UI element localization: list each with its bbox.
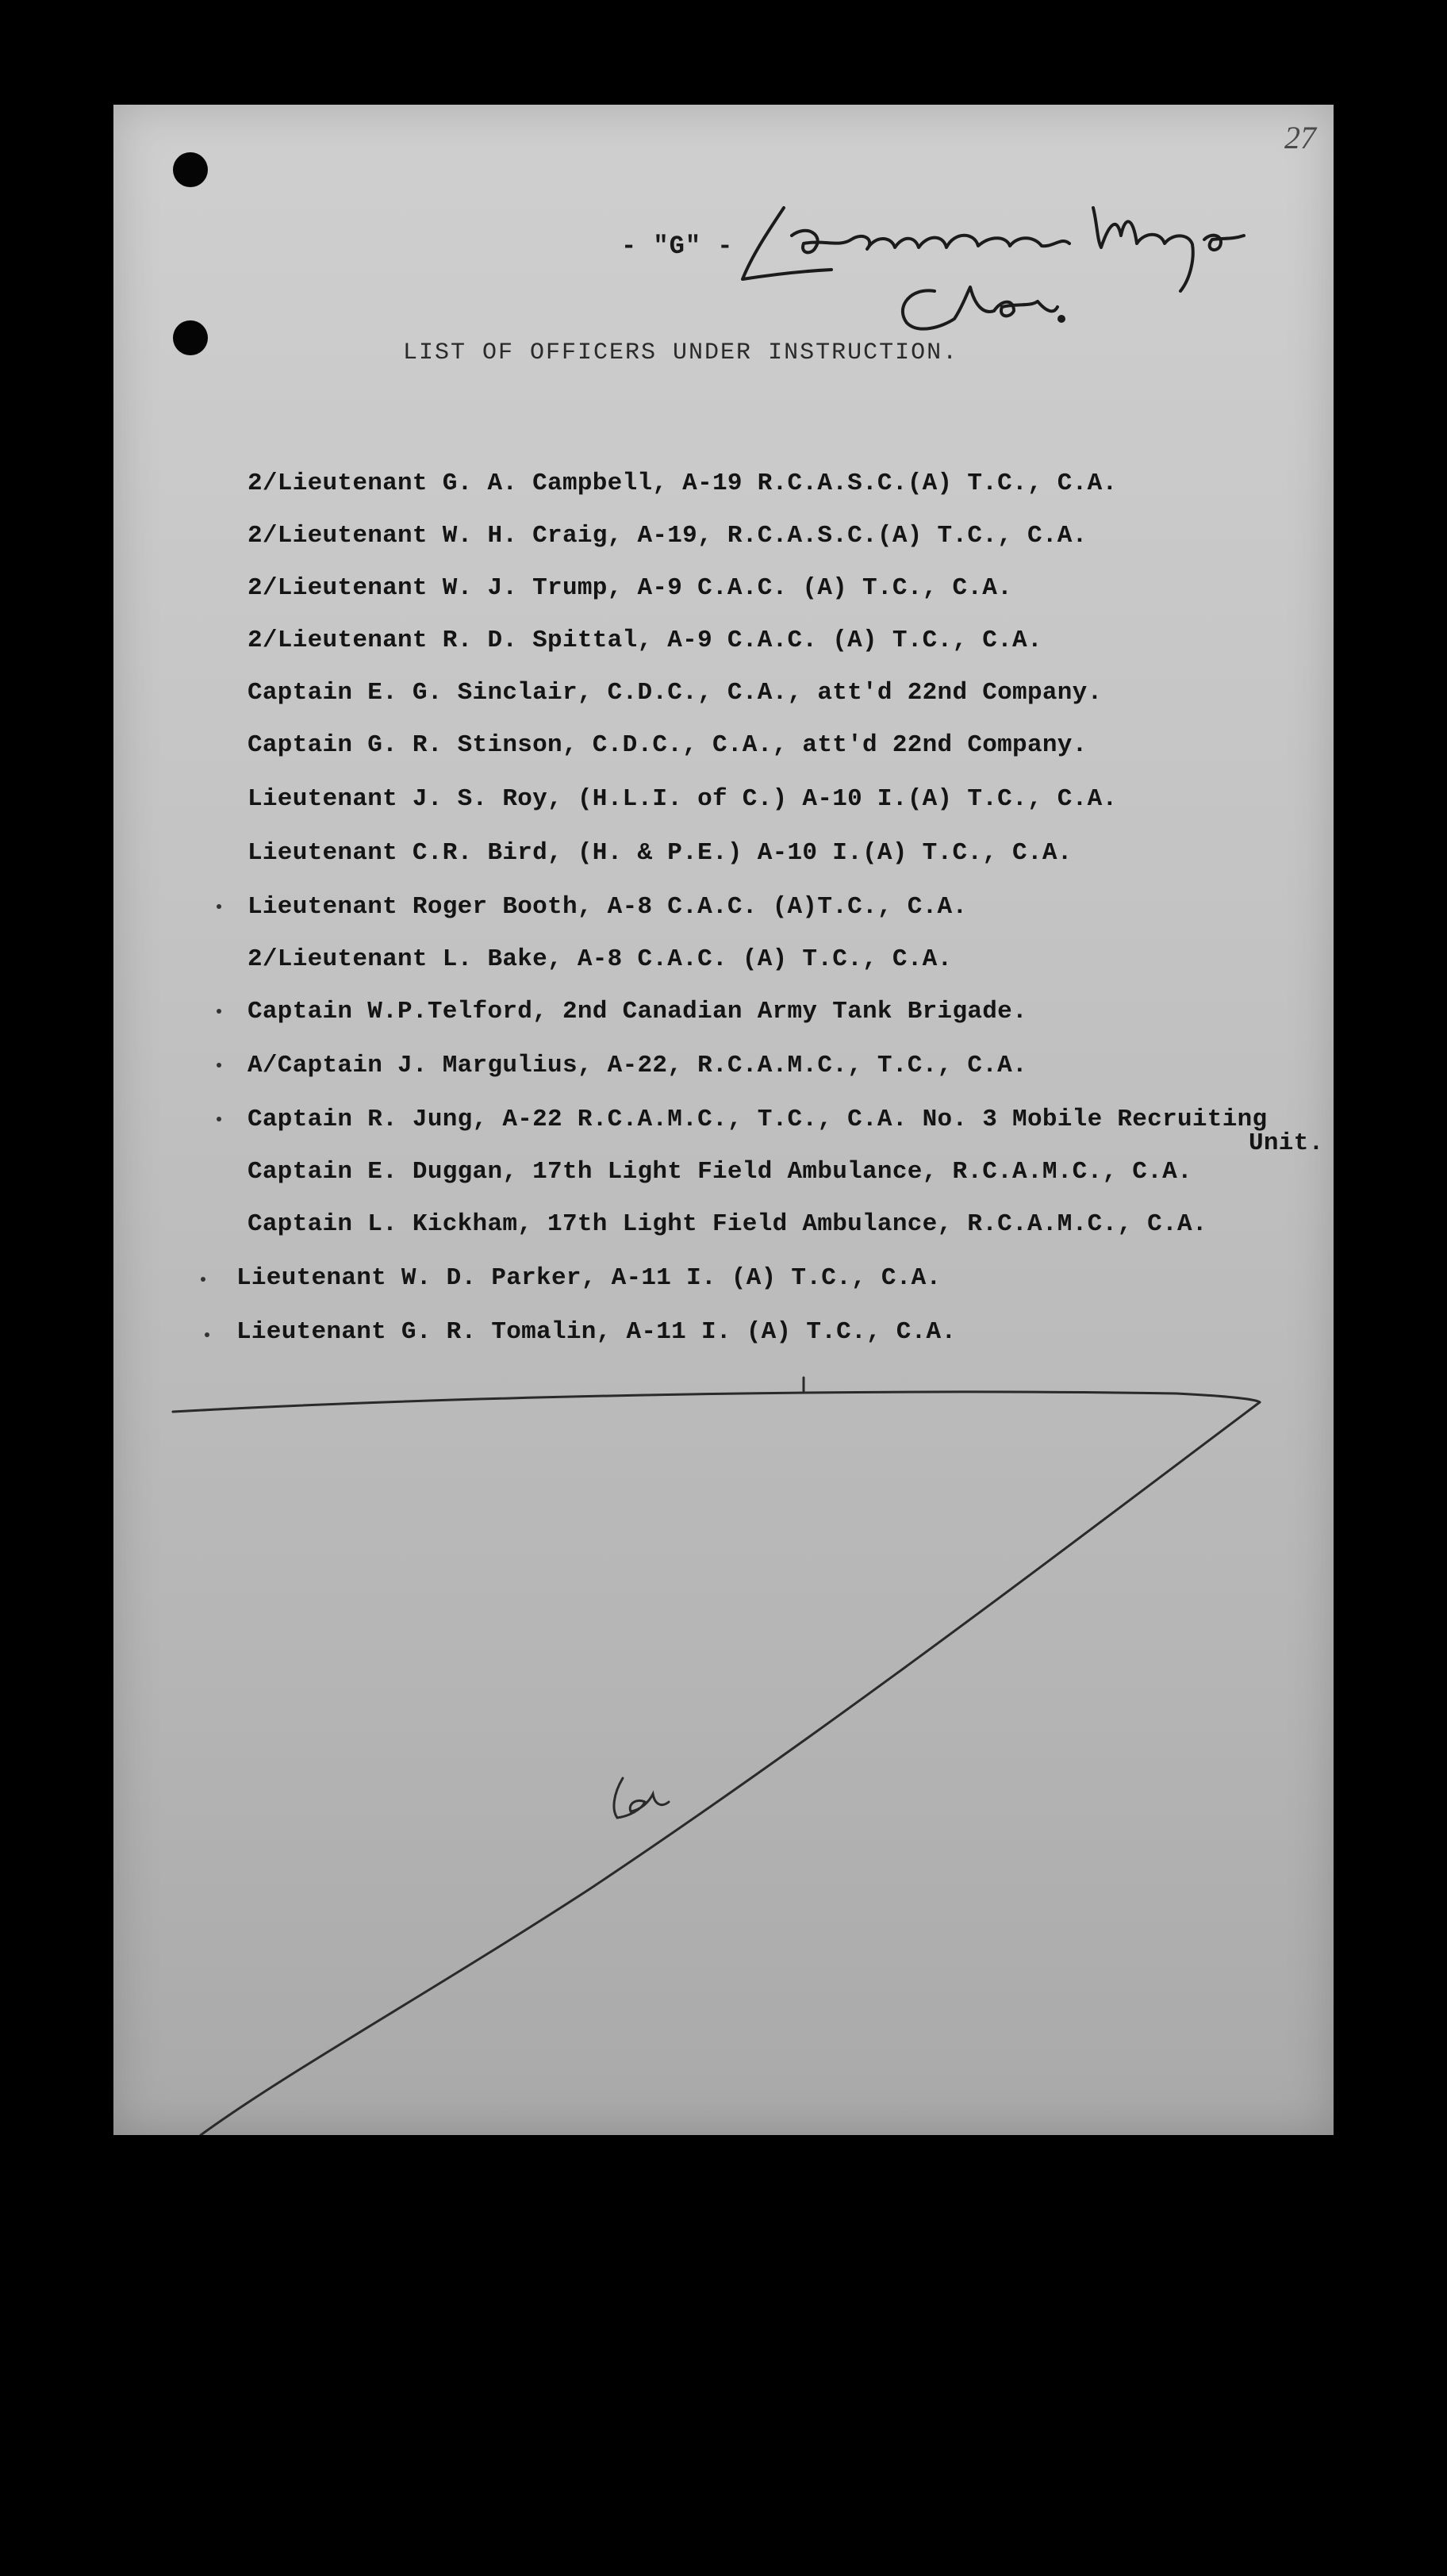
list-item: 2/Lieutenant W. J. Trump, A-9 C.A.C. (A) T.C., C.A. xyxy=(248,574,1013,602)
pencil-tick xyxy=(217,1117,221,1121)
list-item: 2/Lieutenant G. A. Campbell, A-19 R.C.A.S.C.(A) T.C., C.A. xyxy=(248,470,1118,497)
pencil-tick xyxy=(217,904,221,909)
wrapped-text: Unit. xyxy=(1249,1129,1324,1157)
list-item: 2/Lieutenant L. Bake, A-8 C.A.C. (A) T.C., C.A. xyxy=(248,945,953,973)
list-item: Lieutenant C.R. Bird, (H. & P.E.) A-10 I.(A) T.C., C.A. xyxy=(248,839,1073,867)
list-item: Lieutenant W. D. Parker, A-11 I. (A) T.C., C.A. xyxy=(236,1264,942,1292)
officer-list xyxy=(113,105,1334,2135)
list-item: A/Captain J. Margulius, A-22, R.C.A.M.C., T.C., C.A. xyxy=(248,1052,1027,1079)
list-item: Captain L. Kickham, 17th Light Field Ambulance, R.C.A.M.C., C.A. xyxy=(248,1210,1207,1238)
list-item: Captain W.P.Telford, 2nd Canadian Army Tank Brigade. xyxy=(248,998,1027,1025)
list-item: Lieutenant G. R. Tomalin, A-11 I. (A) T.C., C.A. xyxy=(236,1318,957,1346)
list-item: Captain G. R. Stinson, C.D.C., C.A., att'd 22nd Company. xyxy=(248,731,1088,759)
section-label: - "G" - xyxy=(621,232,734,261)
document-page xyxy=(113,105,1334,2135)
pencil-tick xyxy=(205,1332,209,1337)
list-item: Captain R. Jung, A-22 R.C.A.M.C., T.C., C.A. No. 3 Mobile Recruiting Unit. xyxy=(248,1106,1324,1157)
list-item: Captain E. G. Sinclair, C.D.C., C.A., att'd 22nd Company. xyxy=(248,679,1103,707)
list-item: Lieutenant J. S. Roy, (H.L.I. of C.) A-10 I.(A) T.C., C.A. xyxy=(248,785,1118,813)
list-item: Captain E. Duggan, 17th Light Field Ambulance, R.C.A.M.C., C.A. xyxy=(248,1158,1192,1186)
list-item: Lieutenant Roger Booth, A-8 C.A.C. (A)T.C., C.A. xyxy=(248,893,968,921)
page-number: 27 xyxy=(1284,120,1316,155)
pencil-tick xyxy=(217,1009,221,1014)
list-item: 2/Lieutenant W. H. Craig, A-19, R.C.A.S.C.(A) T.C., C.A. xyxy=(248,522,1088,550)
document-title: LIST OF OFFICERS UNDER INSTRUCTION. xyxy=(403,339,959,366)
list-item: 2/Lieutenant R. D. Spittal, A-9 C.A.C. (A) T.C., C.A. xyxy=(248,627,1042,654)
pencil-tick xyxy=(217,1063,221,1068)
pencil-tick xyxy=(201,1277,205,1282)
